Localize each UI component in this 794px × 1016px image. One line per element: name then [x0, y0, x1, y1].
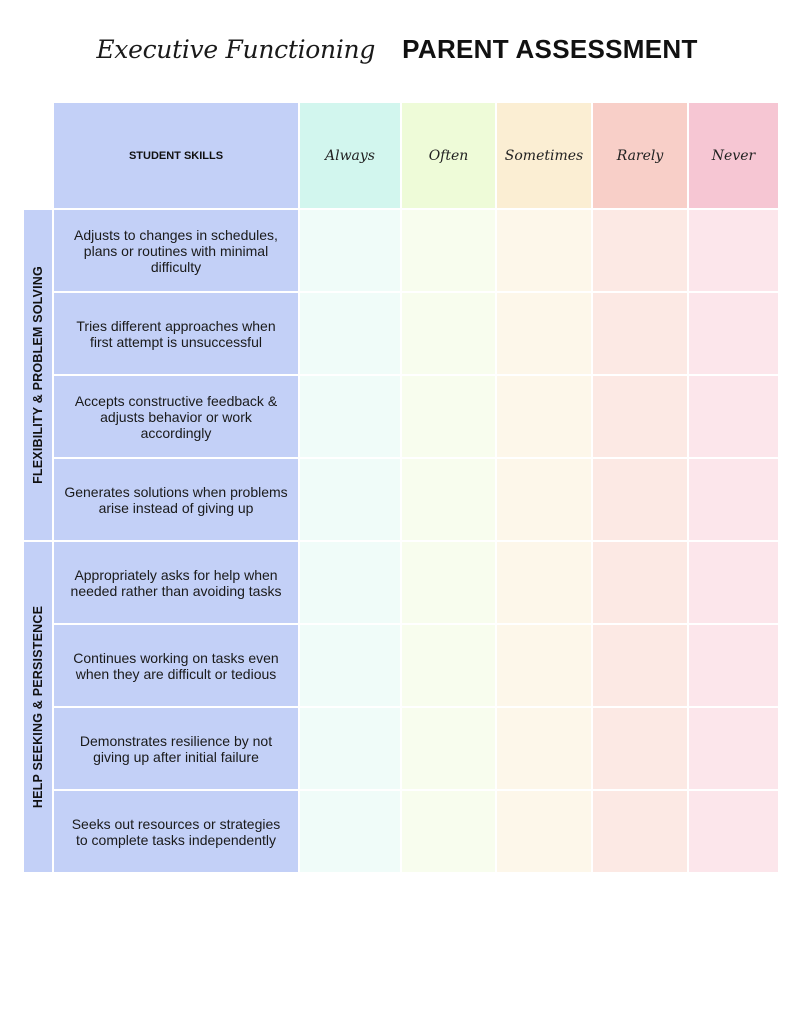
- rating-cell-always[interactable]: [300, 376, 400, 457]
- category-help-seeking-label: HELP SEEKING & PERSISTENCE: [31, 605, 45, 809]
- page-title: [0, 34, 794, 65]
- rating-cell-often[interactable]: [402, 293, 495, 374]
- rating-cell-often[interactable]: [402, 791, 495, 872]
- rating-cell-always[interactable]: [300, 791, 400, 872]
- title-script: Executive Functioning: [96, 35, 376, 64]
- skill-cell: Demonstrates resilience by not giving up after initial failure: [54, 708, 298, 789]
- rating-cell-rarely[interactable]: [593, 293, 687, 374]
- rating-cell-sometimes[interactable]: [497, 625, 591, 706]
- rating-cell-never[interactable]: [689, 459, 778, 540]
- rating-cell-sometimes[interactable]: [497, 376, 591, 457]
- rating-cell-sometimes[interactable]: [497, 708, 591, 789]
- header-corner: [24, 103, 52, 208]
- header-often: Often: [402, 103, 495, 208]
- rating-cell-often[interactable]: [402, 459, 495, 540]
- category-flexibility: [24, 210, 52, 540]
- rating-cell-sometimes[interactable]: [497, 459, 591, 540]
- rating-cell-never[interactable]: [689, 542, 778, 623]
- rating-cell-sometimes[interactable]: [497, 293, 591, 374]
- rating-cell-often[interactable]: [402, 542, 495, 623]
- rating-cell-always[interactable]: [300, 293, 400, 374]
- assessment-table: [24, 103, 778, 872]
- header-never: Never: [689, 103, 778, 208]
- rating-cell-sometimes[interactable]: [497, 791, 591, 872]
- rating-cell-never[interactable]: [689, 376, 778, 457]
- header-rarely: Rarely: [593, 103, 687, 208]
- skill-cell: Generates solutions when problems arise instead of giving up: [54, 459, 298, 540]
- rating-cell-rarely[interactable]: [593, 791, 687, 872]
- skill-cell: Adjusts to changes in schedules, plans or routines with minimal difficulty: [54, 210, 298, 291]
- rating-cell-often[interactable]: [402, 625, 495, 706]
- category-flexibility-label: FLEXIBILITY & PROBLEM SOLVING: [31, 266, 45, 484]
- rating-cell-rarely[interactable]: [593, 459, 687, 540]
- rating-cell-often[interactable]: [402, 210, 495, 291]
- skill-cell: Continues working on tasks even when they are difficult or tedious: [54, 625, 298, 706]
- header-sometimes: Sometimes: [497, 103, 591, 208]
- header-student-skills: STUDENT SKILLS: [54, 103, 298, 208]
- rating-cell-never[interactable]: [689, 210, 778, 291]
- rating-cell-often[interactable]: [402, 708, 495, 789]
- rating-cell-sometimes[interactable]: [497, 210, 591, 291]
- rating-cell-never[interactable]: [689, 625, 778, 706]
- rating-cell-always[interactable]: [300, 625, 400, 706]
- rating-cell-rarely[interactable]: [593, 708, 687, 789]
- skill-cell: Accepts constructive feedback & adjusts behavior or work accordingly: [54, 376, 298, 457]
- title-main: PARENT ASSESSMENT: [402, 34, 698, 64]
- category-help-seeking: [24, 542, 52, 872]
- rating-cell-always[interactable]: [300, 210, 400, 291]
- skill-cell: Tries different approaches when first attempt is unsuccessful: [54, 293, 298, 374]
- rating-cell-rarely[interactable]: [593, 625, 687, 706]
- rating-cell-never[interactable]: [689, 708, 778, 789]
- rating-cell-rarely[interactable]: [593, 210, 687, 291]
- rating-cell-rarely[interactable]: [593, 542, 687, 623]
- rating-cell-sometimes[interactable]: [497, 542, 591, 623]
- rating-cell-always[interactable]: [300, 542, 400, 623]
- skill-cell: Appropriately asks for help when needed rather than avoiding tasks: [54, 542, 298, 623]
- skill-cell: Seeks out resources or strategies to complete tasks independently: [54, 791, 298, 872]
- rating-cell-never[interactable]: [689, 791, 778, 872]
- header-always: Always: [300, 103, 400, 208]
- rating-cell-always[interactable]: [300, 708, 400, 789]
- rating-cell-never[interactable]: [689, 293, 778, 374]
- rating-cell-rarely[interactable]: [593, 376, 687, 457]
- rating-cell-often[interactable]: [402, 376, 495, 457]
- rating-cell-always[interactable]: [300, 459, 400, 540]
